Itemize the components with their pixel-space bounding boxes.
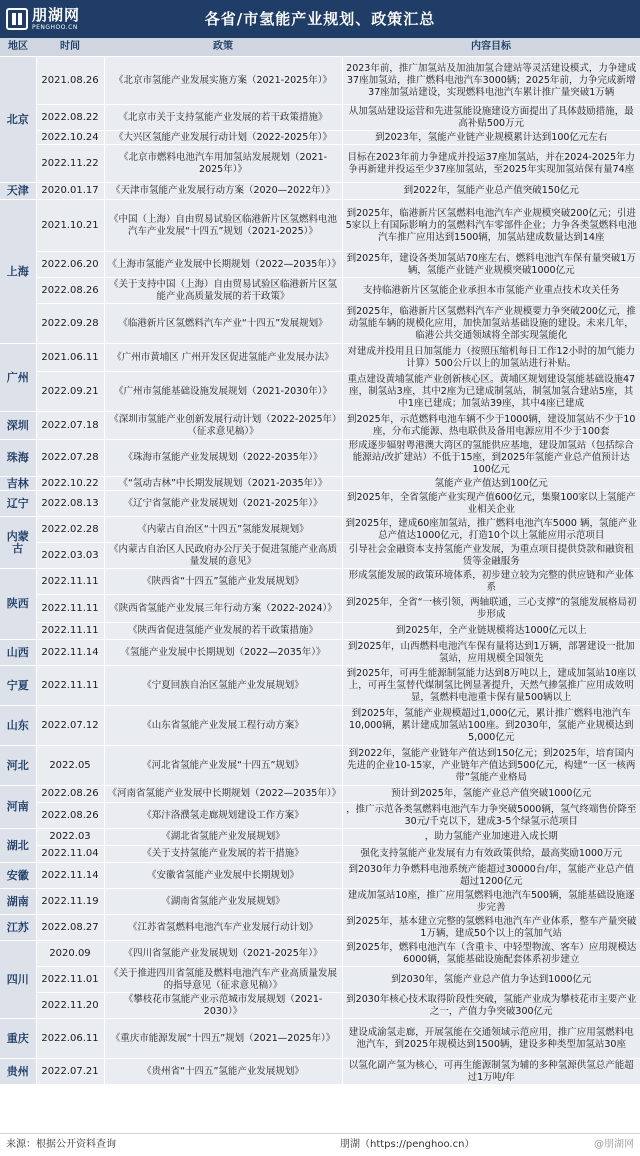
date-cell: 2020.09 — [36, 941, 104, 967]
region-cell: 宁夏 — [0, 666, 36, 706]
date-cell: 2022.08.26 — [36, 803, 104, 829]
target-cell: 到2025年，可再生能源制氢能力达到8万吨以上，建成加氢站10座以上，可再生氢替代煤制氢比例显著提升，天然气掺氢推广应用成效明显，氢燃料电池重卡保有量500辆以上 — [342, 666, 640, 706]
policy-cell: 《大兴区氢能产业发展行动计划（2022-2025年）》 — [104, 131, 342, 145]
date-cell: 2022.07.12 — [36, 706, 104, 746]
table-row — [0, 863, 640, 889]
date-cell: 2022.11.11 — [36, 595, 104, 623]
date-cell: 2022.11.04 — [36, 846, 104, 863]
target-cell: 到2025年，建设各类加氢站70座左右、燃料电池汽车保有量突破1万辆，氢能产业链产业规模突破1000亿元 — [342, 252, 640, 278]
policy-cell: 《关于推进四川省氢能及燃料电池汽车产业高质量发展的指导意见（征求意见稿）》 — [104, 967, 342, 993]
table-row — [0, 517, 640, 543]
policy-cell: 《深圳市氢能产业创新发展行动计划（2022-2025年）（征求意见稿）》 — [104, 412, 342, 440]
target-cell: 支持临港新片区氢能企业承担本市氢能产业重点技术攻关任务 — [342, 278, 640, 304]
table-row — [0, 803, 640, 829]
target-cell: 目标在2023年前力争建成并投运37座加氢站，并在2024-2025年力争再新建并投运至少37座加氢站，至2025年实现加氢站保有量74座 — [342, 145, 640, 183]
date-cell: 2022.11.11 — [36, 666, 104, 706]
policy-cell: 《贵州省“十四五”氢能产业发展规划》 — [104, 1059, 342, 1085]
target-cell: 对建成并投用且日加氢能力（按照压缩机每日工作12小时的加气能力计算）500公斤以上的加氢站进行补贴。 — [342, 344, 640, 372]
target-cell: 到2025年，全省“一核引领，两轴联通，三心支撑”的氢能发展格局初步形成 — [342, 595, 640, 623]
target-cell: 到2025年，燃料电池汽车（含重卡、中轻型物流、客车）应用规模达6000辆，氢能基础设施配套体系初步建立 — [342, 941, 640, 967]
date-cell: 2021.10.21 — [36, 200, 104, 252]
policy-cell: 《陕西省“十四五”氢能产业发展规划》 — [104, 569, 342, 595]
target-cell: 预计到2025年，氢能产业总产值突破1000亿元 — [342, 786, 640, 803]
region-cell: 山东 — [0, 706, 36, 746]
target-cell: 形成氢能发展的政策环境体系，初步建立较为完整的供应链和产业体系 — [342, 569, 640, 595]
policy-cell: 《临港新片区氢燃料汽车产业“十四五”发展规划》 — [104, 304, 342, 344]
region-cell: 河北 — [0, 746, 36, 786]
policy-cell: 《关于支持中国（上海）自由贸易试验区临港新片区氢能产业高质量发展的若干政策》 — [104, 278, 342, 304]
table-row — [0, 543, 640, 569]
policy-cell: 《内蒙古自治区“十四五”氢能发展规划》 — [104, 517, 342, 543]
col-header-target: 内容目标 — [342, 38, 640, 57]
footer — [0, 1133, 640, 1156]
region-cell: 湖南 — [0, 889, 36, 915]
date-cell: 2022.11.11 — [36, 623, 104, 640]
date-cell: 2022.11.11 — [36, 569, 104, 595]
table-row — [0, 131, 640, 145]
date-cell: 2022.08.26 — [36, 786, 104, 803]
table-row — [0, 889, 640, 915]
policy-cell: 《北京市氢能产业发展实施方案（2021-2025年）》 — [104, 57, 342, 105]
table-row — [0, 569, 640, 595]
region-cell: 陕西 — [0, 569, 36, 640]
date-cell: 2022.11.14 — [36, 863, 104, 889]
table-row — [0, 412, 640, 440]
policy-cell: 《陕西省促进氢能产业发展的若干政策措施》 — [104, 623, 342, 640]
region-cell: 江苏 — [0, 915, 36, 941]
target-cell: 到2025年，临港新片区氢燃料汽车产业规模要力争突破200亿元，推动氢能车辆的规模化应用，加快加氢站基础设施的建设。未来几年，临港公共交通领域将全部实现氢能化 — [342, 304, 640, 344]
date-cell: 2022.03.03 — [36, 543, 104, 569]
target-cell: 以氢化副产氢为核心，可再生能源制氢为辅的多种氢源供氢总产能超过1万吨/年 — [342, 1059, 640, 1085]
date-cell: 2020.01.17 — [36, 183, 104, 200]
table-row — [0, 640, 640, 666]
policy-cell: 《内蒙古自治区人民政府办公厅关于促进氢能产业高质量发展的意见》 — [104, 543, 342, 569]
target-cell: 到2025年，氢能产业规模超过1,000亿元，累计推广燃料电池汽车10,000辆，累计建成加氢站100座。到2030年，氢能产业规模达到5,000亿元 — [342, 706, 640, 746]
table-row — [0, 200, 640, 252]
target-cell: 建成加氢站10座，推广应用氢燃料电池汽车500辆，氢能基础设施逐步完善 — [342, 889, 640, 915]
policy-cell: 《“氢动吉林”中长期发展规划（2021-2035年）》 — [104, 477, 342, 491]
table-row — [0, 183, 640, 200]
logo-name: 朋湖网 — [32, 5, 81, 24]
table-row — [0, 145, 640, 183]
target-cell: 引导社会金融资本支持氢能产业发展，为重点项目提供贷款和融资租赁等金融服务 — [342, 543, 640, 569]
target-cell: 到2022年，氢能产业总产值突破150亿元 — [342, 183, 640, 200]
target-cell: 重点建设黄埔氢能产业创新核心区。黄埔区规划建设氢能基础设施47座，制氢站3座，其中2座为已建成制氢站，制氢加氢合建站5座，其中1座已建成；加氢站39座，其中4座已建成 — [342, 372, 640, 412]
target-cell: 到2025年，临港新片区氢燃料电池汽车产业规模突破200亿元；引进5家以上有国际影响力的氢燃料汽车零部件企业；力争各类氢燃料电池汽车推广应用达到1500辆，加氢站建成数量达到14座 — [342, 200, 640, 252]
date-cell: 2022.10.22 — [36, 477, 104, 491]
date-cell: 2022.11.20 — [36, 993, 104, 1019]
table-row — [0, 304, 640, 344]
table-row — [0, 372, 640, 412]
policy-cell: 《四川省氢能产业发展规划（2021-2025年）》 — [104, 941, 342, 967]
date-cell: 2022.02.28 — [36, 517, 104, 543]
logo-subtitle: PENGHOO.CN — [32, 23, 78, 31]
target-cell: 到2025年，全产业链规模将达1000亿元以上 — [342, 623, 640, 640]
target-cell: 强化支持氢能产业发展有力有效政策供给，最高奖励1000万元 — [342, 846, 640, 863]
target-cell: 到2025年，基本建立完整的氢燃料电池汽车产业体系，整车产量突破1万辆，建成50个以上的氢加气站 — [342, 915, 640, 941]
region-cell: 山西 — [0, 640, 36, 666]
table-row — [0, 941, 640, 967]
policy-cell: 《中国（上海）自由贸易试验区临港新片区氢燃料电池汽车产业发展“十四五”规划（2021-2025）》 — [104, 200, 342, 252]
table-row — [0, 1019, 640, 1059]
policy-cell: 《天津市氢能产业发展行动方案（2020—2022年）》 — [104, 183, 342, 200]
date-cell: 2022.05 — [36, 746, 104, 786]
date-cell: 2022.06.20 — [36, 252, 104, 278]
target-cell: 到2025年，山西燃料电池汽车保有量将达到1万辆，部署建设一批加氢站，应用规模全国领先 — [342, 640, 640, 666]
region-cell: 内蒙古 — [0, 517, 36, 569]
date-cell: 2022.06.11 — [36, 1019, 104, 1059]
target-cell: 建设成渝氢走廊，开展氢能在交通领域示范应用，推广应用氢燃料电池汽车，到2025年规模达到1500辆，建设多种类型加氢站30座 — [342, 1019, 640, 1059]
date-cell: 2022.09.28 — [36, 304, 104, 344]
table-row — [0, 915, 640, 941]
col-header-region: 地区 — [0, 38, 36, 57]
table-row — [0, 623, 640, 640]
table-row — [0, 786, 640, 803]
policy-cell: 《北京市关于支持氢能产业发展的若干政策措施》 — [104, 105, 342, 131]
policy-cell: 《河南省氢能产业发展中长期规划（2022—2035年）》 — [104, 786, 342, 803]
region-cell: 贵州 — [0, 1059, 36, 1085]
date-cell: 2022.10.24 — [36, 131, 104, 145]
page-title: 各省/市氢能产业规划、政策汇总 — [204, 10, 436, 28]
region-cell: 吉林 — [0, 477, 36, 491]
table-row — [0, 440, 640, 477]
date-cell: 2022.08.13 — [36, 491, 104, 517]
region-cell: 深圳 — [0, 412, 36, 440]
date-cell: 2022.09.21 — [36, 372, 104, 412]
policy-cell: 《宁夏回族自治区氢能产业发展规划》 — [104, 666, 342, 706]
policy-cell: 《湖南省氢能产业发展规划》 — [104, 889, 342, 915]
region-cell: 天津 — [0, 183, 36, 200]
target-cell: 到2030年力争燃料电池系统产能超过30000台/年，氢能产业总产值超过1200亿元 — [342, 863, 640, 889]
table-row — [0, 1059, 640, 1085]
date-cell: 2022.11.01 — [36, 967, 104, 993]
table-row — [0, 344, 640, 372]
target-cell: ，助力氢能产业加速进入成长期 — [342, 829, 640, 846]
policy-cell: 《北京市燃料电池汽车用加氢站发展规划（2021-2025年）》 — [104, 145, 342, 183]
table-row — [0, 666, 640, 706]
target-cell: 从加氢站建设运营和先进氢能设施建设方面提出了具体鼓励措施，最高补贴500万元 — [342, 105, 640, 131]
table-row — [0, 706, 640, 746]
table-row — [0, 57, 640, 105]
target-cell: 到2030年核心技术取得阶段性突破，氢能产业成为攀枝花市主要产业之一，产值力争突破300亿元 — [342, 993, 640, 1019]
table-row — [0, 595, 640, 623]
region-cell: 上海 — [0, 200, 36, 344]
credit-note: 朋湖（https://penghoo.cn） — [340, 1139, 475, 1150]
col-header-date: 时间 — [36, 38, 104, 57]
date-cell: 2021.08.26 — [36, 57, 104, 105]
policy-cell: 《上海市氢能产业发展中长期规划（2022—2035年）》 — [104, 252, 342, 278]
source-note: 来源：根据公开资料查询 — [6, 1139, 116, 1150]
date-cell: 2022.03 — [36, 829, 104, 846]
watermark: @朋湖网 — [594, 1139, 634, 1150]
policy-cell: 《河北省氢能产业发展“十四五”规划》 — [104, 746, 342, 786]
date-cell: 2021.06.11 — [36, 344, 104, 372]
target-cell: 到2022年，氢能产业链年产值达到150亿元；到2025年，培育国内先进的企业10-15家，产业链年产值达到500亿元，构建“一区一核两带”氢能产业格局 — [342, 746, 640, 786]
policy-cell: 《关于支持氢能产业发展的若干措施》 — [104, 846, 342, 863]
date-cell: 2022.07.28 — [36, 440, 104, 477]
target-cell: 到2023年，氢能产业链产业规模累计达到100亿元左右 — [342, 131, 640, 145]
table-header-row — [0, 38, 640, 57]
col-header-policy: 政策 — [104, 38, 342, 57]
table-row — [0, 746, 640, 786]
table-row — [0, 477, 640, 491]
table-row — [0, 829, 640, 846]
region-cell: 湖北 — [0, 829, 36, 863]
policy-cell: 《氢能产业发展中长期规划（2022—2035年）》 — [104, 640, 342, 666]
date-cell: 2022.08.26 — [36, 278, 104, 304]
date-cell: 2022.11.14 — [36, 640, 104, 666]
policy-cell: 《山东省氢能产业发展工程行动方案》 — [104, 706, 342, 746]
policy-cell: 《湖北省氢能产业发展规划》 — [104, 829, 342, 846]
target-cell: 2023年前，推广加氢站及加油加氢合建站等灵活建设模式，力争建成37座加氢站，推广燃料电池汽车3000辆；2025年前，力争完成新增37座加氢站建设，实现燃料电池汽车累计推广量突破1万辆 — [342, 57, 640, 105]
policy-cell: 《广州市黄埔区 广州开发区促进氢能产业发展办法》 — [104, 344, 342, 372]
target-cell: 到2025年，示范燃料电池车辆不少于1000辆，建设加氢站不少于10座，分布式能源、热电联供及备用电源应用不少于100套 — [342, 412, 640, 440]
table-row — [0, 491, 640, 517]
date-cell: 2022.08.22 — [36, 105, 104, 131]
date-cell: 2022.11.19 — [36, 889, 104, 915]
date-cell: 2022.07.18 — [36, 412, 104, 440]
table-row — [0, 846, 640, 863]
region-cell: 珠海 — [0, 440, 36, 477]
region-cell: 河南 — [0, 786, 36, 829]
policy-cell: 《珠海市氢能产业发展规划（2022-2035年）》 — [104, 440, 342, 477]
policy-cell: 《陕西省氢能产业发展三年行动方案（2022-2024）》 — [104, 595, 342, 623]
region-cell: 四川 — [0, 941, 36, 1019]
table-row — [0, 278, 640, 304]
table-row — [0, 967, 640, 993]
target-cell: 氢能产业产值达到100亿元 — [342, 477, 640, 491]
policy-cell: 《重庆市能源发展“十四五”规划（2021—2025年）》 — [104, 1019, 342, 1059]
policy-cell: 《郑汴洛濮氢走廊规划建设工作方案》 — [104, 803, 342, 829]
table-row — [0, 993, 640, 1019]
region-cell: 广州 — [0, 344, 36, 412]
date-cell: 2022.07.21 — [36, 1059, 104, 1085]
policy-cell: 《辽宁省氢能产业发展规划（2021-2025年）》 — [104, 491, 342, 517]
policy-cell: 《安徽省氢能产业发展中长期规划》 — [104, 863, 342, 889]
policy-table — [0, 38, 640, 1085]
target-cell: 形成逐步辐射粤港澳大湾区的氢能供应基地，建设加氢站（包括综合能源站/改扩建站）不低于15座，到2025年氢能产业总产值预计达100亿元 — [342, 440, 640, 477]
table-row — [0, 252, 640, 278]
region-cell: 北京 — [0, 57, 36, 183]
header-bar — [0, 0, 640, 38]
region-cell: 安徽 — [0, 863, 36, 889]
target-cell: 到2030年，氢能产业总产值力争达到1000亿元 — [342, 967, 640, 993]
policy-cell: 《广州市氢能基础设施发展规划（2021-2030年）》 — [104, 372, 342, 412]
table-row — [0, 105, 640, 131]
policy-cell: 《攀枝花市氢能产业示范城市发展规划（2021-2030）》 — [104, 993, 342, 1019]
target-cell: ，推广示范各类氢燃料电池汽车力争突破5000辆，氢气终端售价降至30元/千克以下，建成3-5个绿氢示范项目 — [342, 803, 640, 829]
date-cell: 2022.11.22 — [36, 145, 104, 183]
policy-cell: 《江苏省氢燃料电池汽车产业发展行动计划》 — [104, 915, 342, 941]
region-cell: 重庆 — [0, 1019, 36, 1059]
region-cell: 辽宁 — [0, 491, 36, 517]
target-cell: 到2025年，全省氢能产业实现产值600亿元，集聚100家以上氢能产业相关企业 — [342, 491, 640, 517]
date-cell: 2022.08.27 — [36, 915, 104, 941]
target-cell: 到2025年，建成60座加氢站，推广燃料电池汽车5000 辆，氢能产业总产值达1000亿元，打造10个以上氢能应用示范项目 — [342, 517, 640, 543]
